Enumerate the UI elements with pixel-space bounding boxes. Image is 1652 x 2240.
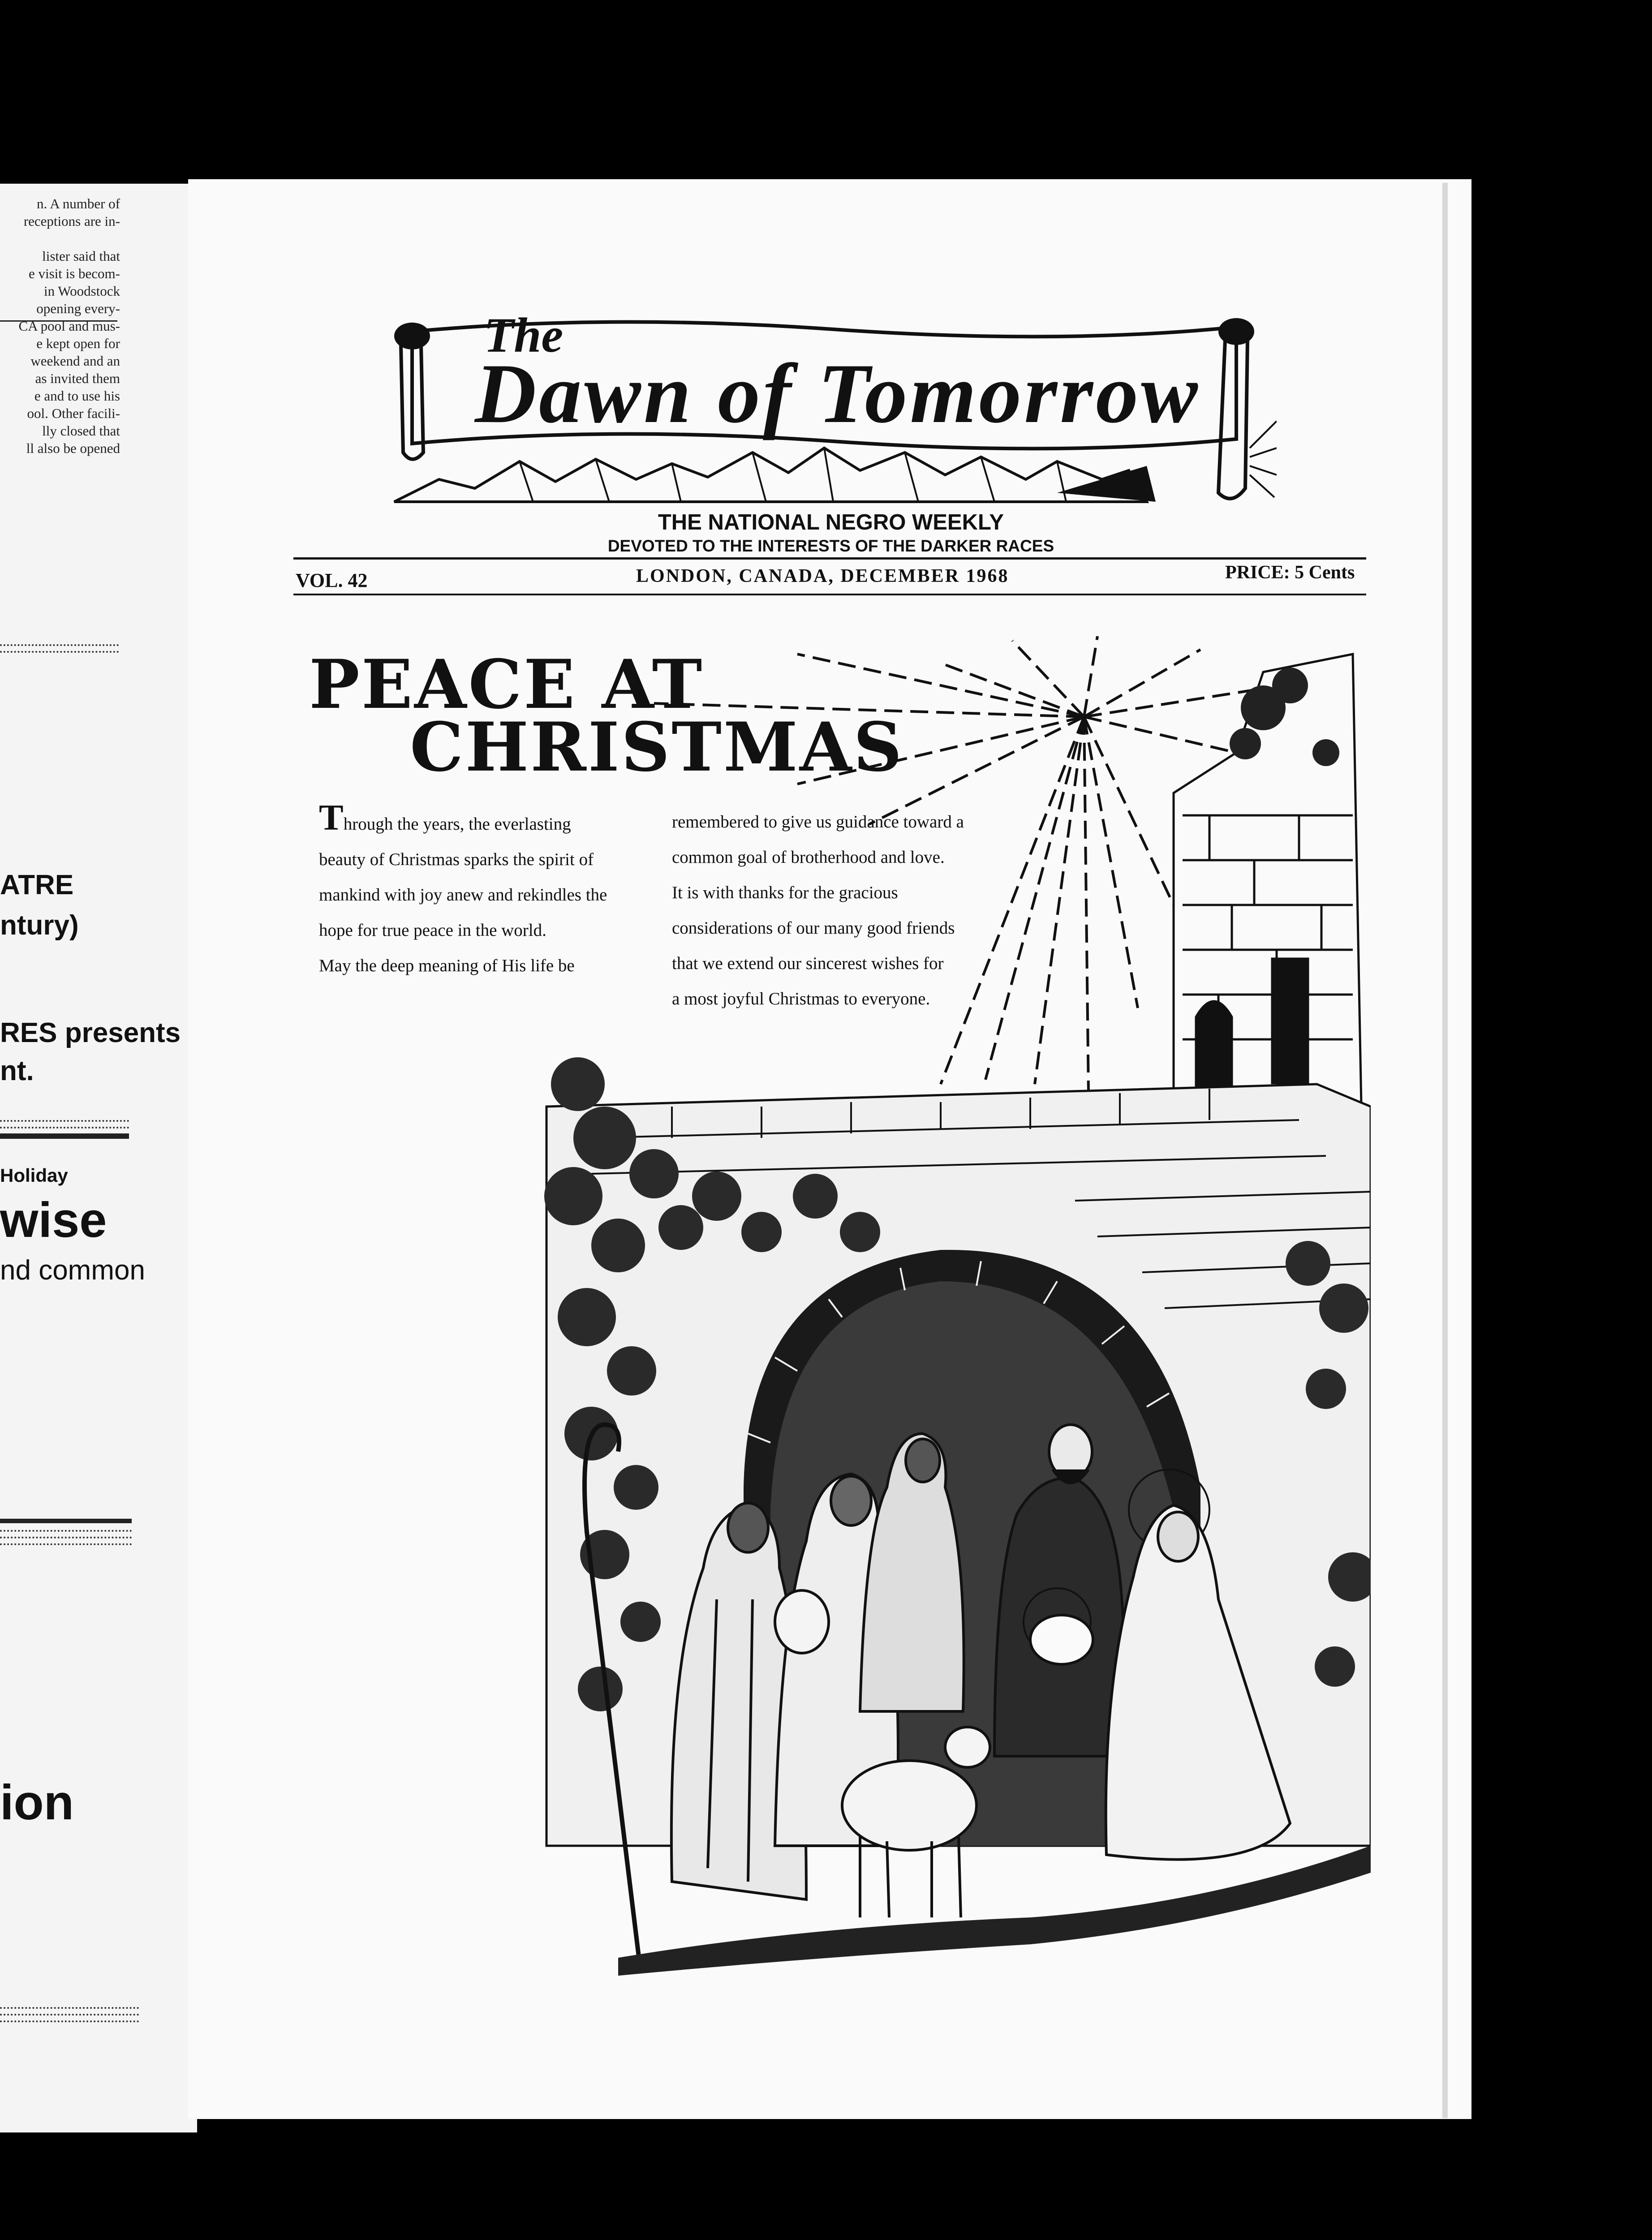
thick-rule [0, 1519, 132, 1523]
ad-fragment: ntury) [0, 910, 79, 941]
dateline-rule [293, 594, 1366, 595]
adjacent-page-line: e kept open for [36, 336, 120, 351]
article-line: May the deep meaning of His life be [319, 956, 575, 975]
thick-rule [0, 1133, 129, 1139]
adjacent-page [0, 184, 197, 2132]
article-line: remembered to give us guidance toward a [672, 812, 964, 831]
price: PRICE: 5 Cents [1225, 562, 1355, 583]
masthead-subtagline: DEVOTED TO THE INTERESTS OF THE DARKER RACES [607, 537, 1054, 555]
adjacent-page-line: CA pool and mus- [18, 318, 120, 334]
headline-line-2: CHRISTMAS [410, 708, 904, 787]
place-and-date: LONDON, CANADA, DECEMBER 1968 [636, 566, 1009, 586]
adjacent-page-line: weekend and an [30, 353, 120, 369]
masthead-tagline: THE NATIONAL NEGRO WEEKLY [658, 510, 1004, 534]
dateline-rule [293, 557, 1366, 560]
ad-fragment: wise [0, 1193, 107, 1248]
adjacent-page-line: in Woodstock [43, 283, 120, 299]
ad-fragment: nt. [0, 1055, 34, 1086]
adjacent-page-line: n. A number of [37, 196, 120, 211]
ad-fragment: ion [0, 1775, 74, 1830]
article-line: It is with thanks for the gracious [672, 883, 898, 902]
dotted-divider [0, 1543, 132, 1545]
adjacent-page-line: ll also be opened [26, 440, 120, 456]
adjacent-page-line: lister said that [42, 248, 120, 264]
article-line: common goal of brotherhood and love. [672, 848, 945, 867]
masthead-the: The [484, 308, 564, 362]
adjacent-page-line: e and to use his [34, 388, 120, 404]
article-line: hope for true peace in the world. [319, 921, 546, 940]
dotted-divider [0, 651, 119, 653]
article-line: considerations of our many good friends [672, 918, 955, 938]
page-edge [1442, 183, 1448, 2118]
volume-number: VOL. 42 [296, 569, 368, 591]
article-line: a most joyful Christmas to everyone. [672, 989, 930, 1008]
article-line: that we extend our sincerest wishes for [672, 954, 944, 973]
article-column-1 [319, 797, 607, 983]
article-line: hrough the years, the everlasting [343, 814, 571, 834]
drop-cap: T [319, 797, 344, 838]
ad-fragment: RES presents [0, 1017, 181, 1048]
dotted-divider [0, 2007, 139, 2009]
dotted-divider [0, 1120, 129, 1122]
adjacent-page-line: receptions are in- [23, 213, 120, 229]
ad-fragment: ATRE [0, 870, 74, 900]
ad-fragment: nd common [0, 1255, 145, 1286]
adjacent-page-line: e visit is becom- [28, 266, 120, 281]
dotted-divider [0, 1530, 132, 1532]
adjacent-page-line: ool. Other facili- [27, 405, 120, 421]
dotted-divider [0, 644, 119, 646]
dotted-divider [0, 2014, 139, 2016]
dotted-divider [0, 1537, 132, 1538]
masthead-title: Dawn of Tomorrow [475, 347, 1200, 441]
dotted-divider [0, 1127, 129, 1129]
adjacent-page-line: as invited them [35, 370, 120, 386]
article-line: beauty of Christmas sparks the spirit of [319, 850, 594, 869]
adjacent-page-line: opening every- [36, 301, 120, 316]
ad-fragment: Holiday [0, 1165, 68, 1186]
article-column-2 [672, 804, 964, 1017]
headline-line-1: PEACE AT [309, 645, 704, 724]
adjacent-page-line: lly closed that [42, 423, 120, 439]
dotted-divider [0, 2020, 139, 2022]
article-line: mankind with joy anew and rekindles the [319, 885, 607, 905]
